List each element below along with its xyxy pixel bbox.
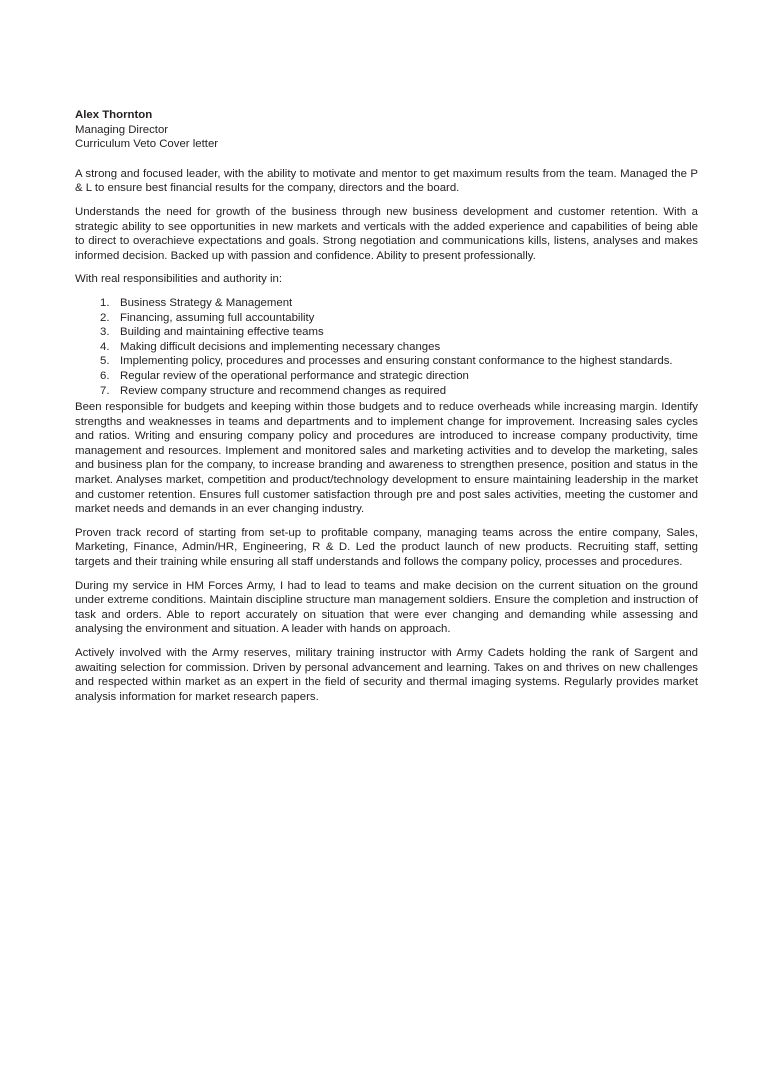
body-paragraph-army-reserves: Actively involved with the Army reserves, military training instructor with Army Cadets holding the rank of Sargent and awaiting selection for commission. Driven by personal advancement and learning. Takes on and thrives on new challenges and respected within market as an expert in the field of security and thermal imaging systems. Regularly provides market analysis information for market research papers. bbox=[75, 647, 698, 703]
body-paragraph-budgets: Been responsible for budgets and keeping within those budgets and to reduce overheads while increasing margin. Identify strengths and weaknesses in teams and departments and to implement change for improvement. Increasing sales cycles and ratios. Writing and ensuring company policy and procedures are introduced to increase company productivity, time management and resources. Implement and monitored sales and marketing activities and to develop the marketing, sales and business plan for the company, to increase branding and awareness to strengthen presence, position and status in the market. Analyses market, competition and product/technology development to ensure maintaining leadership in the market and customer retention. Ensures full customer satisfaction through pre and post sales activities, meeting the customer and market needs and demands in an ever changing industry. bbox=[75, 401, 698, 516]
list-item-text: Financing, assuming full accountability bbox=[120, 311, 315, 324]
list-number: 2. bbox=[100, 311, 110, 324]
list-item bbox=[75, 369, 698, 384]
list-item bbox=[75, 296, 698, 311]
list-item bbox=[75, 354, 698, 369]
intro-paragraph-1: A strong and focused leader, with the ability to motivate and mentor to get maximum results from the team. Managed the P & L to ensure best financial results for the company, directors and the board. bbox=[75, 167, 698, 195]
list-item-text: Building and maintaining effective teams bbox=[120, 326, 324, 339]
author-role: Managing Director bbox=[75, 123, 169, 136]
list-item-text: Making difficult decisions and implementing necessary changes bbox=[120, 340, 441, 353]
list-item bbox=[75, 340, 698, 355]
list-item-text: Regular review of the operational performance and strategic direction bbox=[120, 369, 469, 382]
list-number: 7. bbox=[100, 384, 110, 397]
letter-header bbox=[75, 108, 698, 152]
list-item bbox=[75, 311, 698, 326]
author-name: Alex Thornton bbox=[75, 109, 153, 121]
list-item-text: Review company structure and recommend changes as required bbox=[120, 384, 447, 397]
list-item bbox=[75, 384, 698, 399]
document-subtitle: Curriculum Veto Cover letter bbox=[75, 138, 219, 151]
list-number: 4. bbox=[100, 340, 110, 353]
list-number: 3. bbox=[100, 326, 110, 339]
intro-paragraph-2: Understands the need for growth of the business through new business development and customer retention. With a strategic ability to see opportunities in new markets and verticals with the added experience and capabilities of being able to direct to overachieve expectations and goals. Strong negotiation and communications kills, listens, analyses and makes informed decision. Backed up with passion and confidence. Ability to present professionally. bbox=[75, 205, 698, 262]
body-paragraph-track-record: Proven track record of starting from set-up to profitable company, managing teams across the entire company, Sales, Marketing, Finance, Admin/HR, Engineering, R & D. Led the product launch of new products. Recruiting staff, setting targets and their training while ensuring all staff understands and follows the company policy, processes and procedures. bbox=[75, 526, 698, 569]
list-number: 5. bbox=[100, 355, 110, 368]
list-item-text: Business Strategy & Management bbox=[120, 296, 293, 309]
responsibilities-lead-in: With real responsibilities and authority in: bbox=[75, 273, 283, 286]
list-item-text: Implementing policy, procedures and processes and ensuring constant conformance to the highest standards. bbox=[120, 355, 673, 368]
list-number: 1. bbox=[100, 296, 110, 309]
responsibilities-list bbox=[75, 296, 698, 398]
document-page bbox=[75, 108, 698, 713]
list-number: 6. bbox=[100, 369, 110, 382]
body-paragraph-army-service: During my service in HM Forces Army, I had to lead to teams and make decision on the current situation on the ground under extreme conditions. Maintain discipline structure man management soldiers. Ensure the completion and instruction of task and orders. Able to report accurately on situation that were ever changing and demanding while assessing and analysing the environment and situation. A leader with hands on approach. bbox=[75, 579, 698, 636]
list-item bbox=[75, 325, 698, 340]
